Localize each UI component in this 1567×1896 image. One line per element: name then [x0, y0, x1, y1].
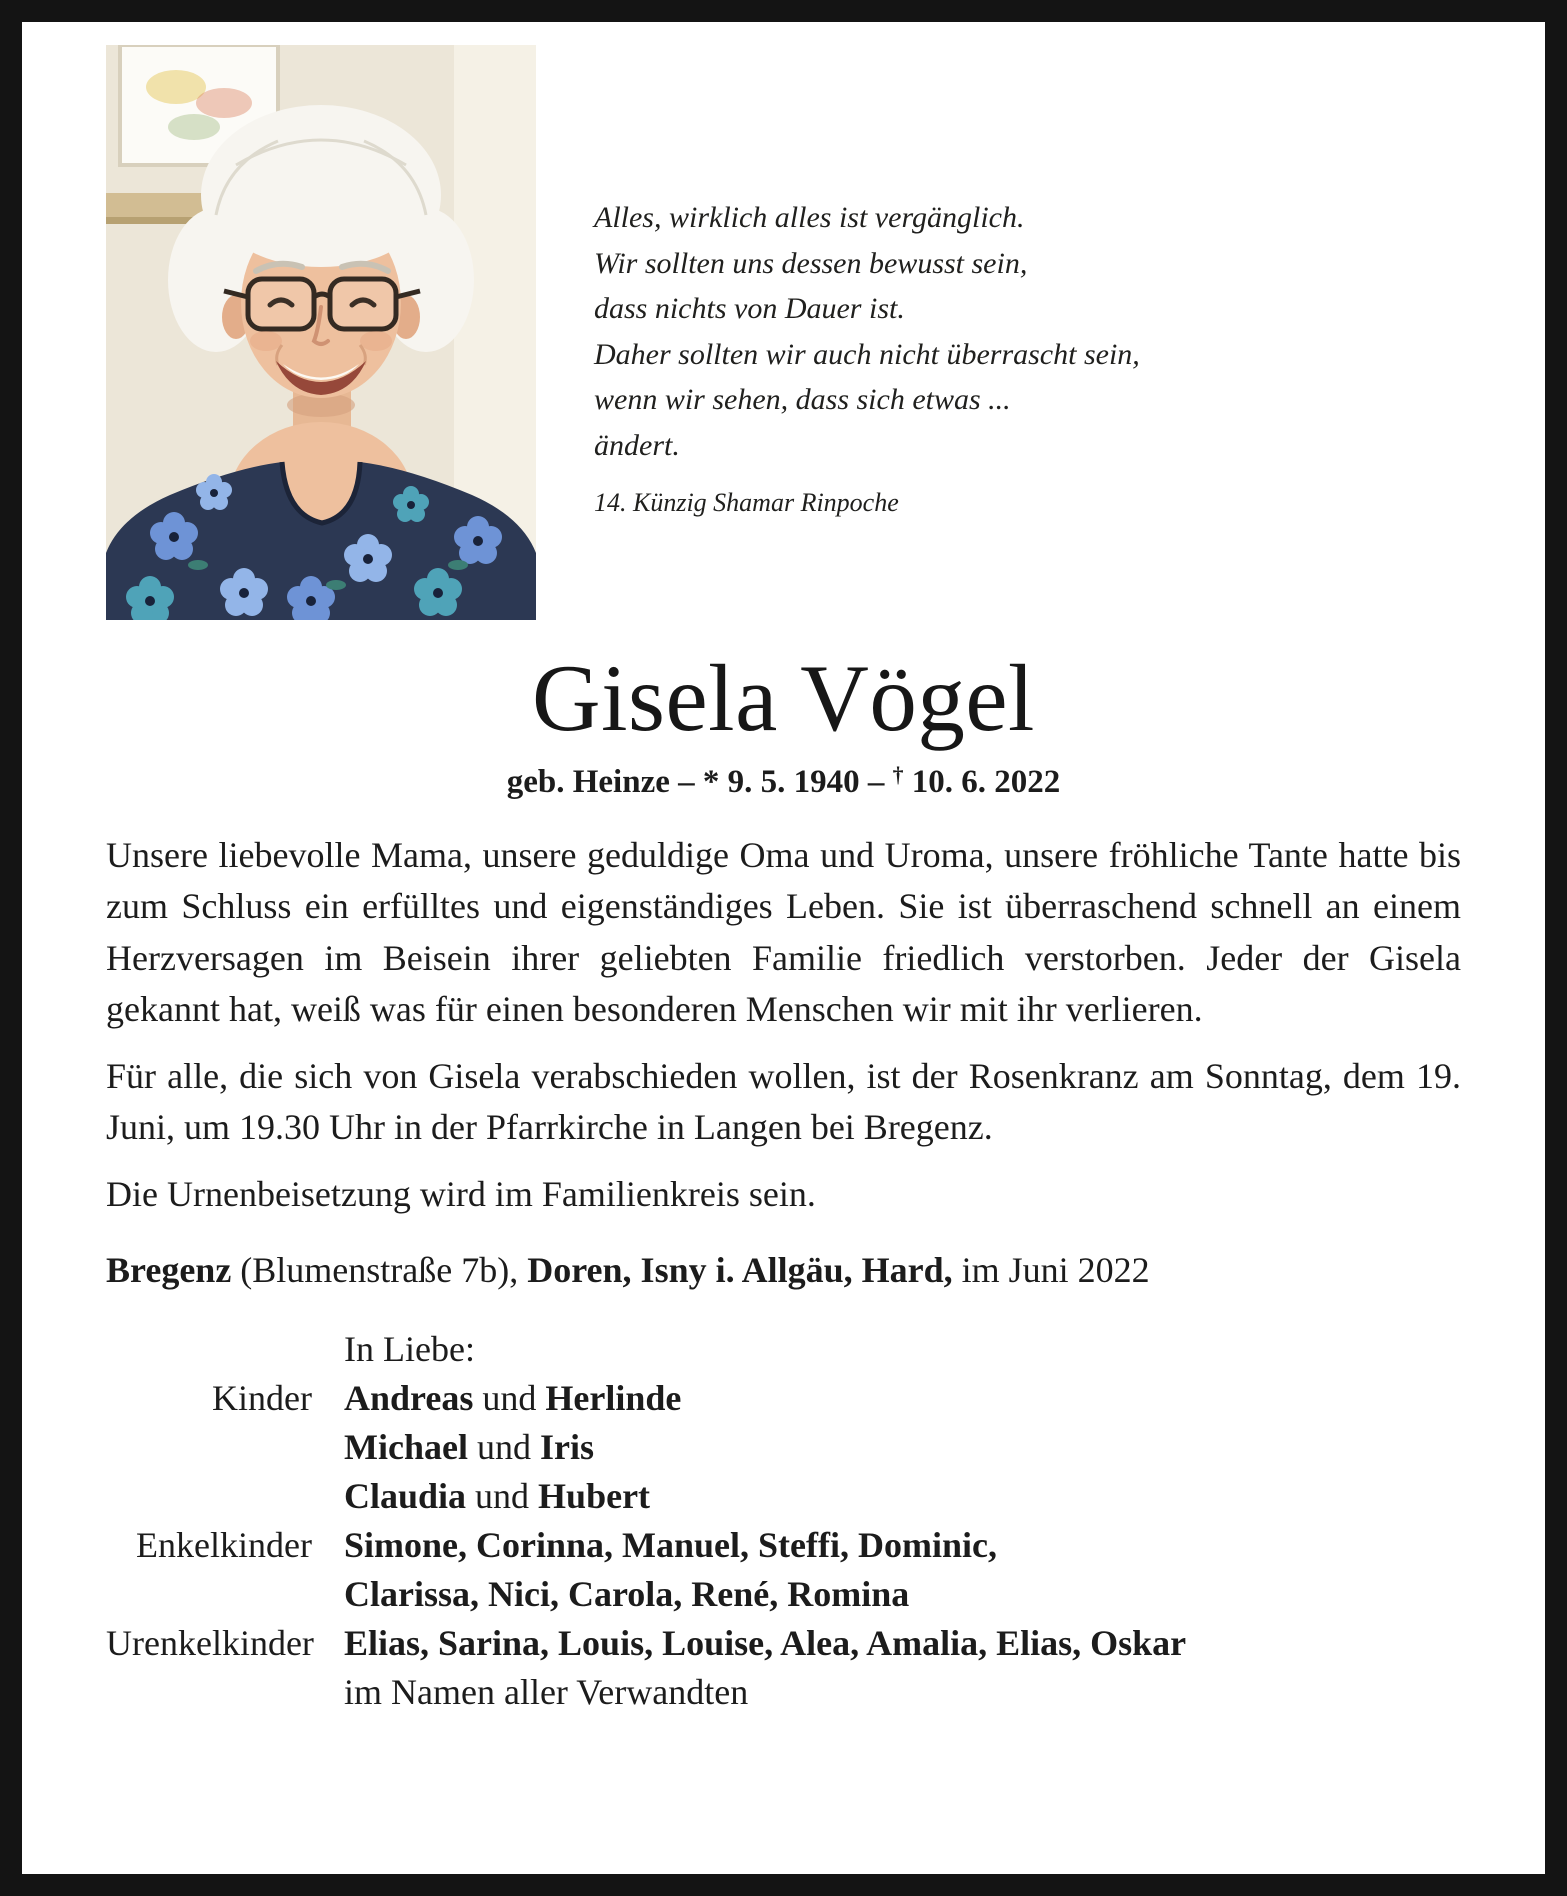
conjunction: und [466, 1475, 539, 1516]
quote-attribution: 14. Künzig Shamar Rinpoche [594, 487, 899, 517]
obituary-paragraph: Die Urnenbeisetzung wird im Familienkreis sein. [106, 1173, 816, 1214]
family-line [344, 1423, 1461, 1472]
family-line [344, 1570, 1461, 1619]
family-name: Hubert [538, 1475, 651, 1516]
relation-label-empty [106, 1325, 312, 1374]
conjunction: und [473, 1377, 546, 1418]
obituary-text [106, 830, 1461, 1220]
quote-line: Alles, wirklich alles ist vergänglich. [594, 201, 1025, 234]
top-section [106, 45, 1461, 620]
enkelkinder-content [344, 1521, 1461, 1619]
closing-intro: In Liebe: [344, 1329, 475, 1370]
birth-dates-text: geb. Heinze – * 9. 5. 1940 – [506, 763, 893, 800]
places-other: Doren, Isny i. Allgäu, Hard, [527, 1250, 953, 1291]
places-line [106, 1246, 1461, 1295]
family-name: Simone, Corinna, Manuel, Steffi, Dominic, [344, 1524, 997, 1565]
quote-line: Wir sollten uns dessen bewusst sein, [594, 246, 1028, 280]
quote-block [594, 195, 1140, 522]
obituary-paragraph: Für alle, die sich von Gisela verabschieden wollen, ist der Rosenkranz am Sonntag, dem 19. Juni, um 19.30 Uhr in der Pfarrkirche in Langen bei Bregenz. [106, 1055, 1461, 1147]
kinder-content [344, 1374, 1461, 1521]
urenkelkinder-content [344, 1619, 1461, 1717]
place-address: (Blumenstraße 7b), [231, 1250, 528, 1291]
relation-label-enkelkinder: Enkelkinder [136, 1524, 312, 1565]
family-name: Michael [344, 1426, 468, 1467]
death-date: 10. 6. 2022 [903, 763, 1061, 800]
closing-note: im Namen aller Verwandten [344, 1671, 749, 1712]
family-line [344, 1619, 1461, 1668]
relation-label-kinder: Kinder [212, 1377, 312, 1418]
family-name: Clarissa, Nici, Carola, René, Romina [344, 1573, 910, 1614]
quote-line: Daher sollten wir auch nicht überrascht sein, [594, 337, 1140, 371]
closing-intro-content [344, 1325, 1461, 1374]
family-name: Claudia [344, 1475, 467, 1516]
family-line [344, 1374, 1461, 1423]
quote-line: ändert. [594, 428, 680, 462]
quote-line: wenn wir sehen, dass sich etwas ... [594, 383, 1011, 417]
life-dates [106, 763, 1461, 801]
place-bregenz: Bregenz [106, 1250, 232, 1291]
deceased-name: Gisela Vögel [532, 645, 1035, 751]
portrait-illustration [106, 45, 536, 620]
family-name: Andreas [344, 1377, 474, 1418]
portrait-photo [106, 45, 536, 620]
family-line [344, 1472, 1461, 1521]
places-date: im Juni 2022 [952, 1250, 1150, 1291]
family-name: Elias, Sarina, Louis, Louise, Alea, Amalia, Elias, Oskar [344, 1622, 1187, 1663]
closing-section [106, 1325, 1461, 1717]
quote-line: dass nichts von Dauer ist. [594, 292, 905, 326]
family-name: Iris [539, 1426, 594, 1467]
family-name: Herlinde [545, 1377, 682, 1418]
family-line [344, 1521, 1461, 1570]
death-dagger: † [892, 762, 904, 787]
obituary-paragraph: Unsere liebevolle Mama, unsere geduldige Oma und Uroma, unsere fröhliche Tante hatte bis zum Schluss ein erfülltes und eigenständiges Leben. Sie ist überraschend schnell an einem Herzversagen im Beisein ihrer geliebten Familie friedlich verstorben. Jeder der Gisela gekannt hat, weiß was für einen besonderen Menschen wir mit ihr verlieren. [106, 835, 1461, 1029]
conjunction: und [467, 1426, 540, 1467]
family-line [344, 1668, 1461, 1717]
relation-label-urenkelkinder: Urenkelkinder [106, 1622, 314, 1663]
obituary-card [22, 22, 1545, 1874]
